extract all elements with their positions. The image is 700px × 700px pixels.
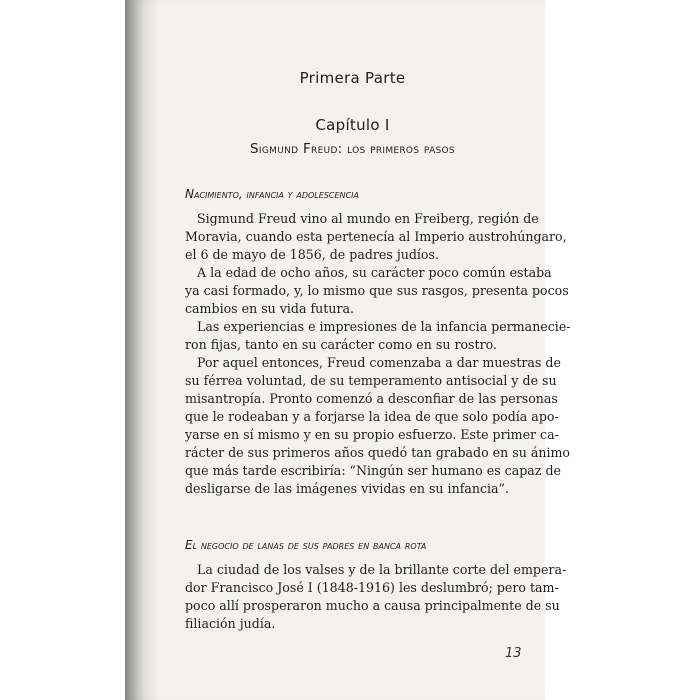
paragraph <box>185 210 571 498</box>
chapter-title: Capítulo I <box>315 116 390 134</box>
section-heading-business: El negocio de lanas de sus padres en banca rota <box>185 538 427 552</box>
text-line: yarse en sí mismo y en su propio esfuerzo. Este primer ca- <box>185 427 559 442</box>
page-number: 13 <box>505 646 522 661</box>
text-line: Por aquel entonces, Freud comenzaba a dar muestras de <box>197 355 561 370</box>
text-line: desligarse de las imágenes vividas en su infancia”. <box>185 481 510 496</box>
text-line: dor Francisco José I (1848-1916) les deslumbró; pero tam- <box>185 580 559 595</box>
text-line: ya casi formado, y, lo mismo que sus rasgos, presenta pocos <box>185 283 569 298</box>
text-line: ron fijas, tanto en su carácter como en su rostro. <box>185 337 497 352</box>
text-line: Las experiencias e impresiones de la infancia permanecie- <box>197 319 571 334</box>
text-line: Moravia, cuando esta pertenecía al Imperio austrohúngaro, <box>185 229 567 244</box>
text-line: el 6 de mayo de 1856, de padres judíos. <box>185 247 439 262</box>
text-line: su férrea voluntad, de su temperamento antisocial y de su <box>185 373 557 388</box>
section-birth-body <box>185 210 571 498</box>
text-line: filiación judía. <box>185 616 276 631</box>
section-heading-birth: Nacimiento, infancia y adolescencia <box>185 187 359 201</box>
chapter-subtitle: Sigmund Freud: los primeros pasos <box>250 141 455 157</box>
text-line: cambios en su vida futura. <box>185 301 354 316</box>
section-business-body <box>185 561 567 633</box>
text-line: que le rodeaban y a forjarse la idea de que solo podía apo- <box>185 409 559 424</box>
text-line: poco allí prosperaron mucho a causa principalmente de su <box>185 598 560 613</box>
text-line: rácter de sus primeros años quedó tan grabado en su ánimo <box>185 445 570 460</box>
page-gutter-shadow <box>125 0 159 700</box>
text-line: La ciudad de los valses y de la brillante corte del empera- <box>197 562 567 577</box>
text-line: misantropía. Pronto comenzó a desconfiar de las personas <box>185 391 558 406</box>
paragraph <box>185 561 567 633</box>
part-title: Primera Parte <box>299 69 406 87</box>
text-line: Sigmund Freud vino al mundo en Freiberg, región de <box>197 211 539 226</box>
text-line: A la edad de ocho años, su carácter poco común estaba <box>197 265 552 280</box>
text-line: que más tarde escribiría: “Ningún ser humano es capaz de <box>185 463 561 478</box>
